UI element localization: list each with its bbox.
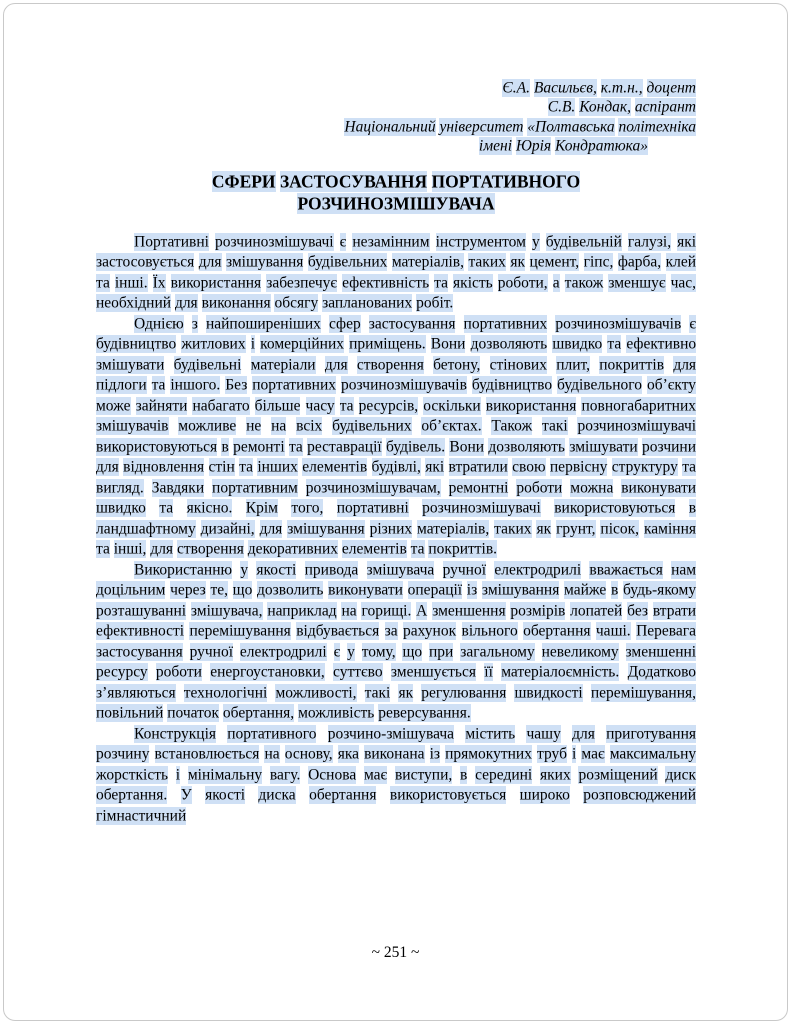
author-line: С.В. Кондак, аспірант [547,98,696,116]
paper-title-line-1: СФЕРИ ЗАСТОСУВАННЯ ПОРТАТИВНОГО [211,171,581,191]
paragraph-2: Однією з найпоширеніших сфер застосування портативних розчинозмішувачів є будівництво житлових і комерційних приміщень. Вони дозволяють швидко та ефективно змішувати будівельні матеріали для створення бетону, стінових плит, покриттів для підлоги та іншого. Без портативних розчинозмішувачів будівництво будівельного об’єкту може зайняти набагато більше часу та ресурсів, оскільки використання повногабаритних змішувачів можливе не на всіх будівельних об’єктах. Також такі розчинозмішувачі використовуються в ремонті та реставрації будівель. Вони дозволяють змішувати розчини для відновлення стін та інших елементів будівлі, які втратили свою первісну структуру та вигляд. Завдяки портативним розчинозмішувачам, ремонтні роботи можна виконувати швидко та якісно. Крім того, портативні розчинозмішувачі використовуються в ландшафтному дизайні, для змішування різних матеріалів, таких як грунт, пісок, каміння та інші, для створення декоративних елементів та покриттів. [96,315,697,558]
paragraph-3: Використанню у якості привода змішувача ручної електродрилі вважається нам доцільним через те, що дозволить виконувати операції із змішування майже в будь-якому розташуванні змішувача, наприклад на горищі. А зменшення розмірів лопатей без втрати ефективності перемішування відбувається за рахунок вільного обертання чаші. Перевага застосування ручної електродрилі є у тому, що при загальному невеликому зменшенні ресурсу роботи енергоустановки, суттєво зменшується її матеріалоємність. Додатково з’являються технологічні можливості, такі як регулювання швидкості перемішування, повільний початок обертання, можливість реверсування. [96,561,697,722]
affiliation-line: Національний університет «Полтавська політехніка [344,118,696,135]
author-line: Є.А. Васильєв, к.т.н., доцент [502,79,696,96]
paper-title-line-2: РОЗЧИНОЗМІШУВАЧА [297,193,495,213]
paragraph-1: Портативні розчинозмішувачі є незамінним інструментом у будівельній галузі, які застосовується для змішування будівельних матеріалів, таких як цемент, гіпс, фарба, клей та інші. Їх використання забезпечує ефективність та якість роботи, а також зменшує час, необхідний для виконання обсягу запланованих робіт. [96,233,697,312]
authors-block [96,78,696,156]
affiliation-line: імені Юрія Кондратюка» [478,137,648,155]
paper-title [96,170,696,214]
body-text [96,232,696,827]
paragraph-4: Конструкція портативного розчино-змішувача містить чашу для приготування розчину встановлюється на основу, яка виконана із прямокутних труб і має максимальну жорсткість і мінімальну вагу. Основа має виступи, в середині яких розміщений диск обертання. У якості диска обертання використовується широко розповсюджений гімнастичний [96,725,697,824]
page-content [96,78,696,827]
page-number: ~ 251 ~ [371,944,420,961]
